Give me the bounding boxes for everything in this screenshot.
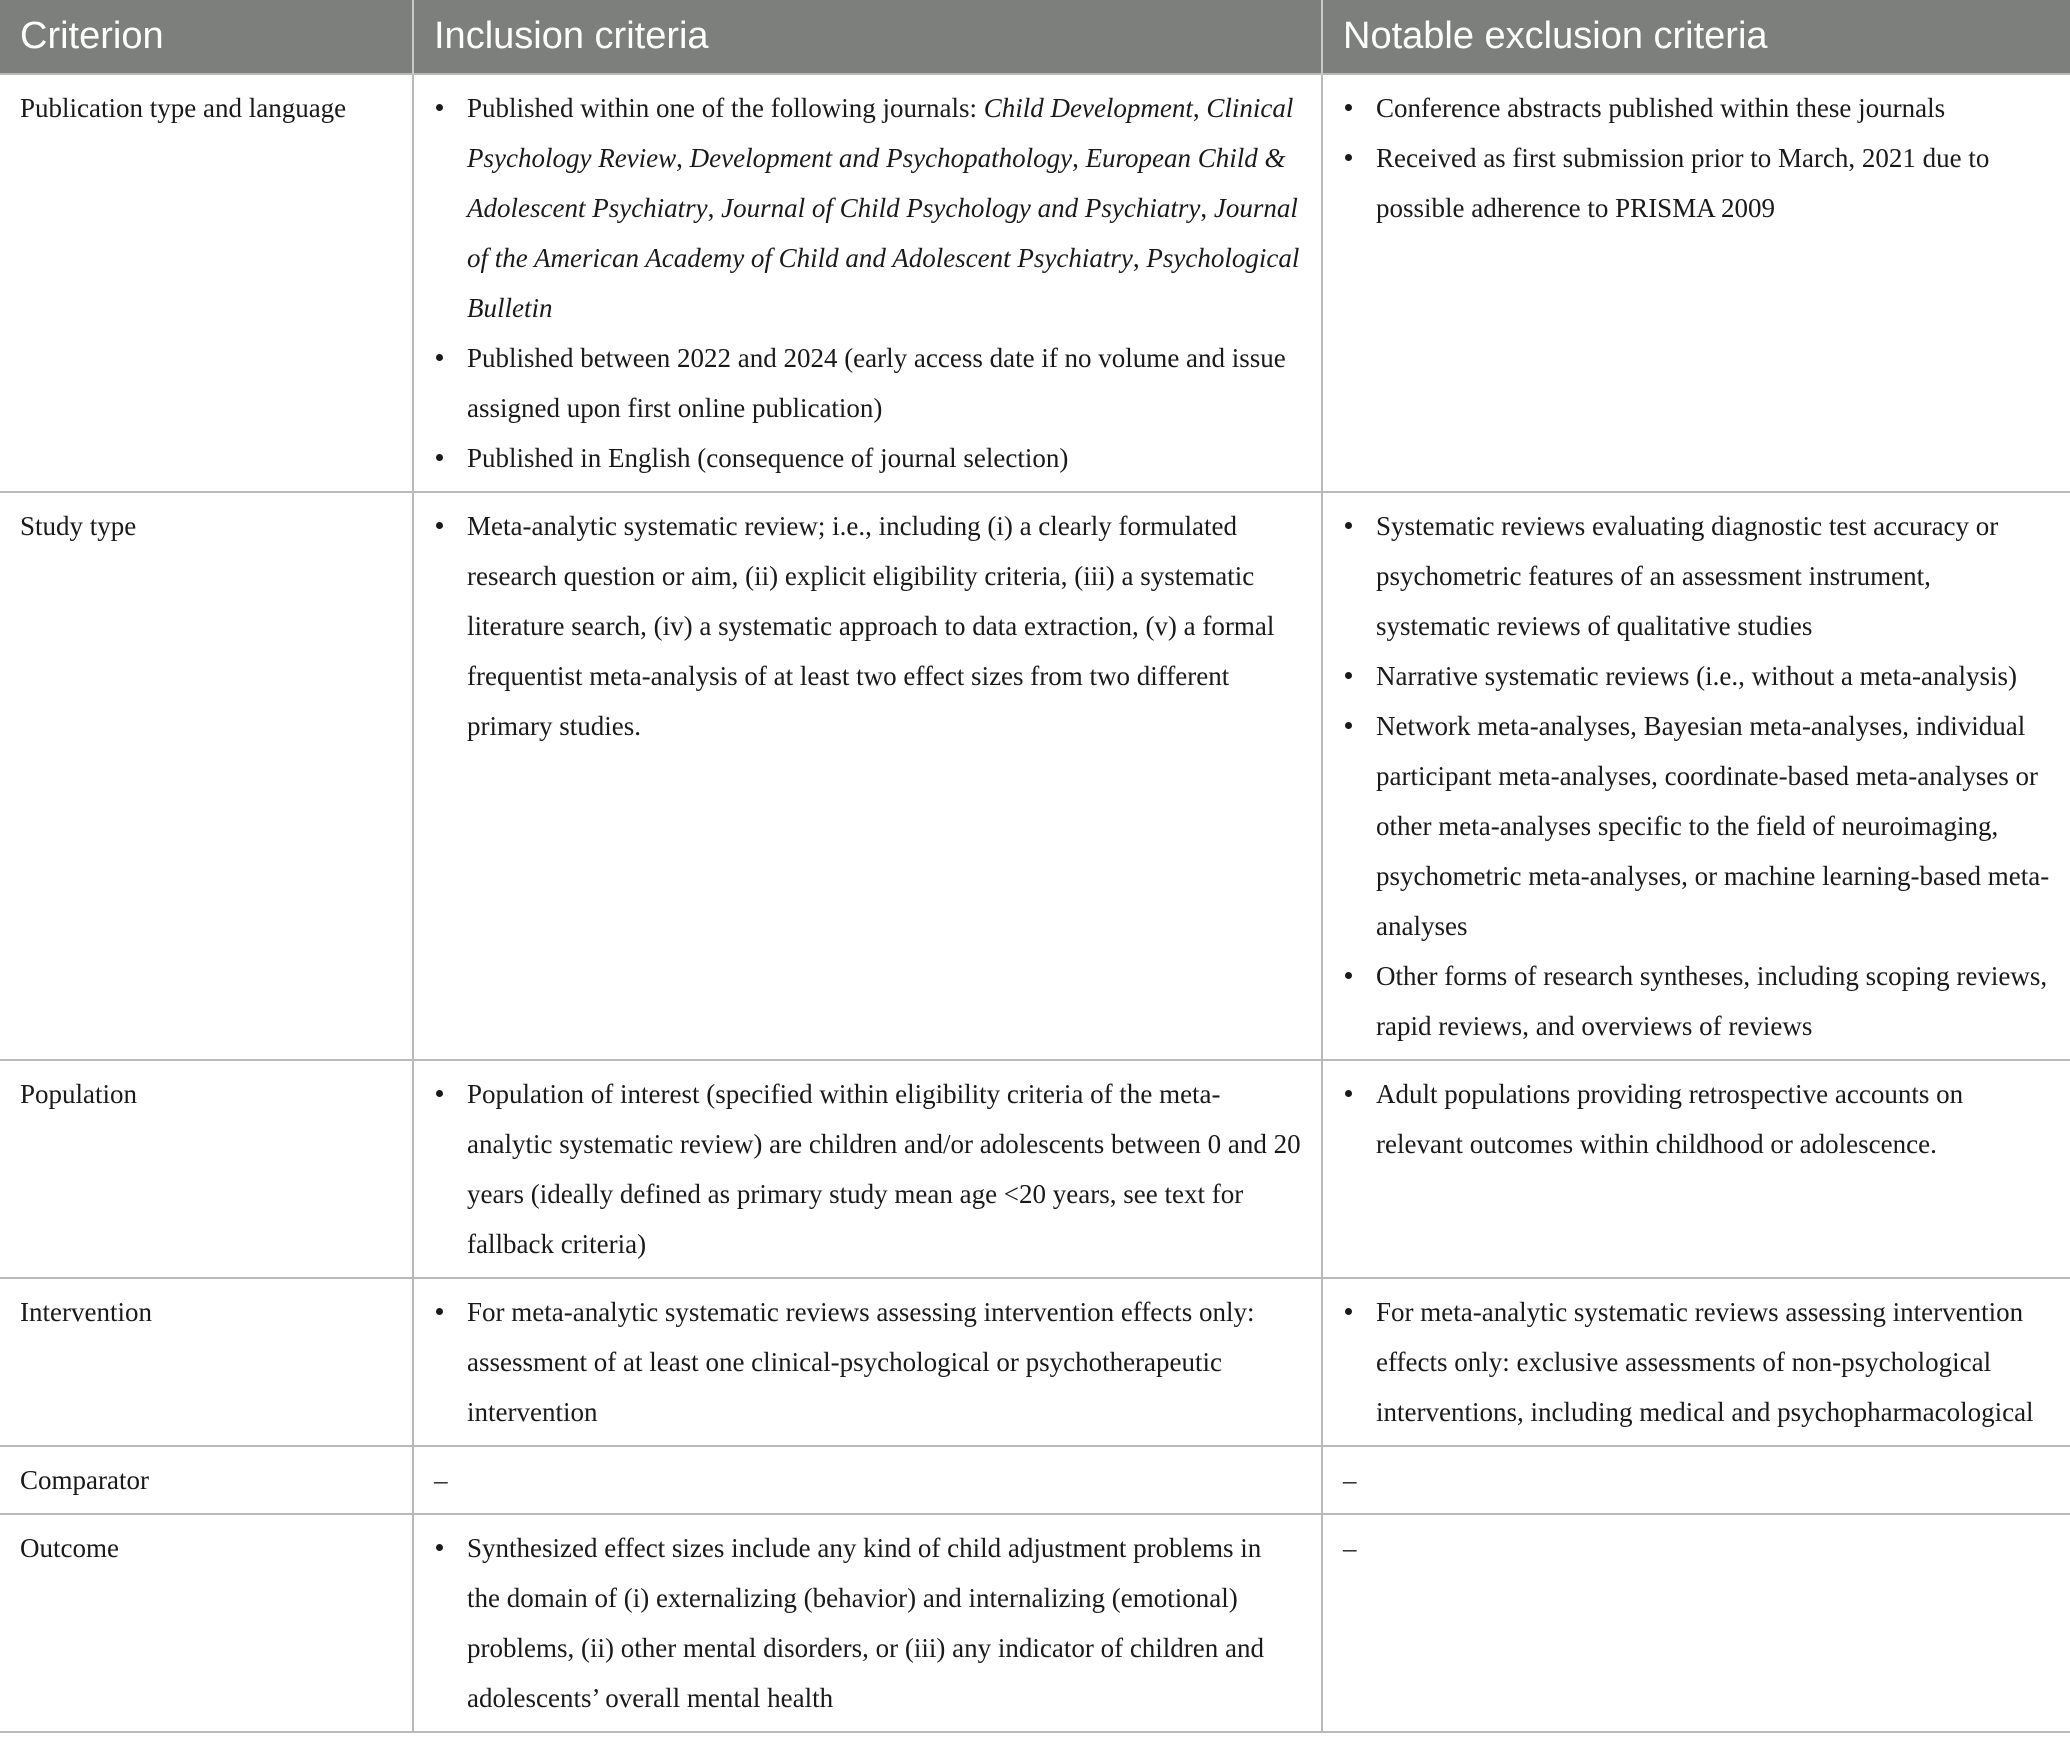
list-item: Narrative systematic reviews (i.e., without a meta-analysis) xyxy=(1343,651,2050,701)
separator: , xyxy=(1072,143,1086,173)
criterion-cell: Study type xyxy=(0,492,413,1060)
header-inclusion: Inclusion criteria xyxy=(413,0,1322,74)
separator: , xyxy=(1192,93,1207,123)
dash-placeholder: – xyxy=(434,1465,448,1495)
separator: , xyxy=(676,143,690,173)
inclusion-cell xyxy=(413,74,1322,492)
table-row-intervention xyxy=(0,1278,2070,1446)
inclusion-list xyxy=(434,83,1301,483)
inclusion-cell xyxy=(413,492,1322,1060)
list-item: For meta-analytic systematic reviews assessing intervention effects only: assessment of at least one clinical-psychological or psychotherapeutic intervention xyxy=(434,1287,1301,1437)
criterion-cell: Population xyxy=(0,1060,413,1278)
exclusion-cell xyxy=(1322,1278,2070,1446)
journal-name: Journal of the American Academy of Child and Adolescent Psychiatry xyxy=(467,193,1298,273)
list-item xyxy=(434,83,1301,333)
exclusion-cell xyxy=(1322,1446,2070,1514)
header-row xyxy=(0,0,2070,74)
list-item: Adult populations providing retrospective accounts on relevant outcomes within childhood or adolescence. xyxy=(1343,1069,2050,1169)
inclusion-cell xyxy=(413,1060,1322,1278)
journal-name: Child Development xyxy=(983,93,1193,123)
exclusion-cell xyxy=(1322,1514,2070,1732)
list-item: Synthesized effect sizes include any kind of child adjustment problems in the domain of (i) externalizing (behavior) and internalizing (emotional) problems, (ii) other mental disorders, or (iii) any indicator of children and adolescents’ overall mental health xyxy=(434,1523,1301,1723)
inclusion-cell xyxy=(413,1446,1322,1514)
criterion-cell: Outcome xyxy=(0,1514,413,1732)
journal-name: Clinical Psychology Review xyxy=(467,93,1294,173)
exclusion-cell xyxy=(1322,492,2070,1060)
list-item: Conference abstracts published within these journals xyxy=(1343,83,2050,133)
separator: , xyxy=(1132,243,1147,273)
journal-name: Psychological Bulletin xyxy=(467,243,1300,323)
exclusion-cell xyxy=(1322,1060,2070,1278)
list-item: Published between 2022 and 2024 (early access date if no volume and issue assigned upon first online publication) xyxy=(434,333,1301,433)
journals-prefix: Published within one of the following journals: xyxy=(467,93,984,123)
header-criterion: Criterion xyxy=(0,0,413,74)
list-item: Network meta-analyses, Bayesian meta-analyses, individual participant meta-analyses, coordinate-based meta-analyses or other meta-analyses specific to the field of neuroimaging, psychometric meta-analyses, or machine learning-based meta-analyses xyxy=(1343,701,2050,951)
separator: , xyxy=(1200,193,1214,223)
list-item: For meta-analytic systematic reviews assessing intervention effects only: exclusive assessments of non-psychological interventions, including medical and psychopharmacological xyxy=(1343,1287,2050,1437)
exclusion-list xyxy=(1343,501,2050,1051)
inclusion-list xyxy=(434,1069,1301,1269)
criterion-cell: Publication type and language xyxy=(0,74,413,492)
inclusion-cell xyxy=(413,1278,1322,1446)
inclusion-list xyxy=(434,1287,1301,1437)
list-item: Systematic reviews evaluating diagnostic test accuracy or psychometric features of an assessment instrument, systematic reviews of qualitative studies xyxy=(1343,501,2050,651)
dash-placeholder: – xyxy=(1343,1533,1357,1563)
table-row-comparator xyxy=(0,1446,2070,1514)
table-row-outcome xyxy=(0,1514,2070,1732)
dash-placeholder: – xyxy=(1343,1465,1357,1495)
header-exclusion: Notable exclusion criteria xyxy=(1322,0,2070,74)
journal-name: Journal of Child Psychology and Psychiatry xyxy=(721,193,1201,223)
table-header xyxy=(0,0,2070,74)
list-item: Meta-analytic systematic review; i.e., including (i) a clearly formulated research question or aim, (ii) explicit eligibility criteria, (iii) a systematic literature search, (iv) a systematic approach to data extraction, (v) a formal frequentist meta-analysis of at least two effect sizes from two different primary studies. xyxy=(434,501,1301,751)
separator: , xyxy=(707,193,722,223)
table-row-study-type xyxy=(0,492,2070,1060)
list-item: Received as first submission prior to March, 2021 due to possible adherence to PRISMA 2009 xyxy=(1343,133,2050,233)
journal-name: European Child & Adolescent Psychiatry xyxy=(467,143,1286,223)
exclusion-list xyxy=(1343,1069,2050,1169)
list-item: Other forms of research syntheses, including scoping reviews, rapid reviews, and overviews of reviews xyxy=(1343,951,2050,1051)
list-item: Published in English (consequence of journal selection) xyxy=(434,433,1301,483)
exclusion-cell xyxy=(1322,74,2070,492)
exclusion-list xyxy=(1343,1287,2050,1437)
table-row-publication xyxy=(0,74,2070,492)
table-row-population xyxy=(0,1060,2070,1278)
inclusion-list xyxy=(434,501,1301,751)
criterion-cell: Intervention xyxy=(0,1278,413,1446)
inclusion-cell xyxy=(413,1514,1322,1732)
criterion-cell: Comparator xyxy=(0,1446,413,1514)
journal-name: Development and Psychopathology xyxy=(689,143,1073,173)
exclusion-list xyxy=(1343,83,2050,233)
inclusion-list xyxy=(434,1523,1301,1723)
list-item: Population of interest (specified within eligibility criteria of the meta-analytic systematic review) are children and/or adolescents between 0 and 20 years (ideally defined as primary study mean age <20 years, see text for fallback criteria) xyxy=(434,1069,1301,1269)
